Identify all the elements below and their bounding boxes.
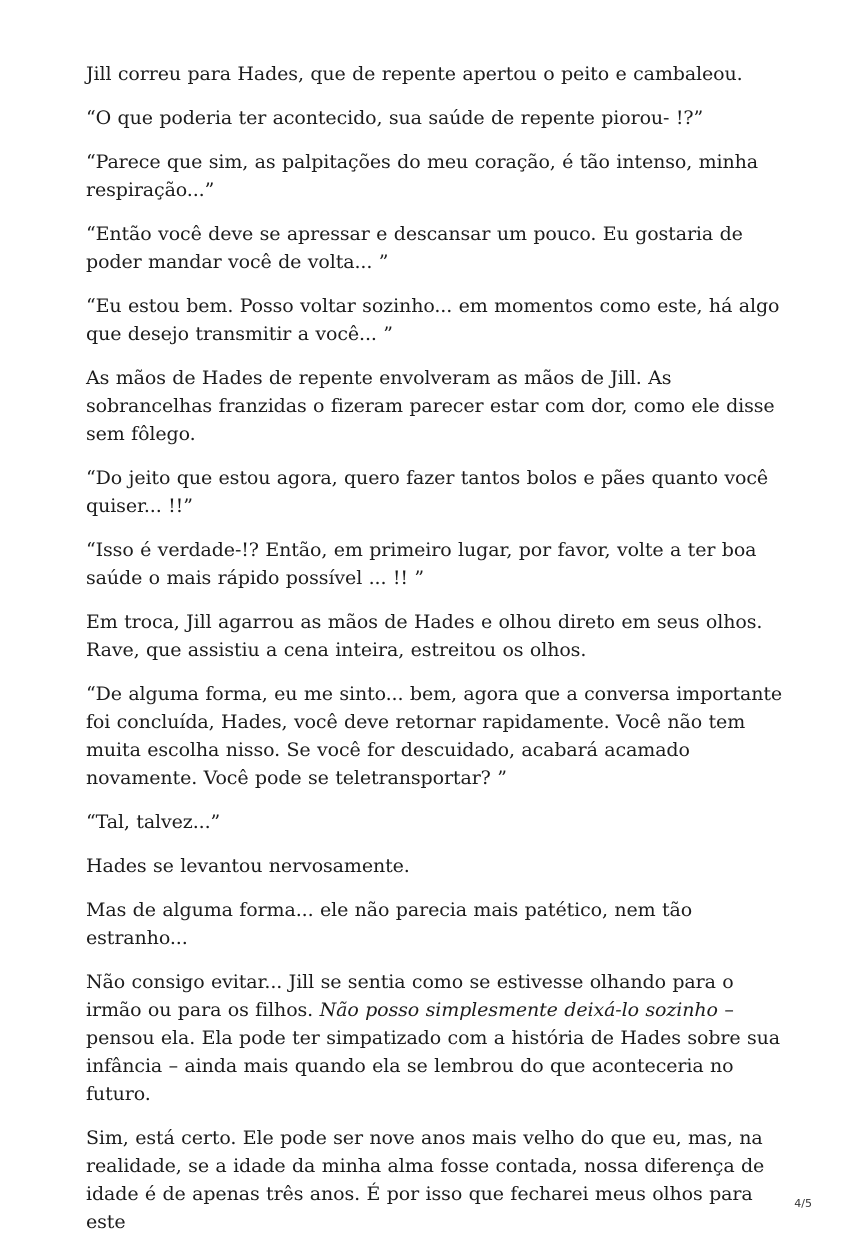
- page-number: 4/5: [794, 1197, 812, 1210]
- paragraph-14: [86, 968, 786, 1108]
- paragraph-4: “Então você deve se apressar e descansar um pouco. Eu gostaria de poder mandar você de volta... ”: [86, 223, 743, 273]
- paragraph-9: Em troca, Jill agarrou as mãos de Hades e olhou direto em seus olhos. Rave, que assistiu a cena inteira, estreitou os olhos.: [86, 611, 763, 661]
- paragraph-11: “Tal, talvez...”: [86, 811, 221, 833]
- paragraph-14-text-before: Não consigo evitar... Jill se sentia como se estivesse olhando para o irmão ou para os filhos.: [86, 971, 734, 1021]
- paragraph-10: “De alguma forma, eu me sinto... bem, agora que a conversa importante foi concluída, Hades, você deve retornar rapidamente. Você não tem muita escolha nisso. Se você for descuidado, acabará acamado novamente. Você pode se teletransportar? ”: [86, 683, 783, 789]
- paragraph-5: “Eu estou bem. Posso voltar sozinho... em momentos como este, há algo que desejo transmitir a você... ”: [86, 295, 780, 345]
- paragraph-7: “Do jeito que estou agora, quero fazer tantos bolos e pães quanto você quiser... !!”: [86, 467, 769, 517]
- paragraph-12: Hades se levantou nervosamente.: [86, 855, 410, 877]
- document-page: [86, 60, 786, 1252]
- paragraph-14-italic-thought: Não posso simplesmente deixá-lo sozinho: [319, 999, 718, 1021]
- paragraph-15-italic: Sim, está certo. Ele pode ser nove anos mais velho do que eu, mas, na realidade, se a idade da minha alma fosse contada, nossa diferença de idade é de apenas três anos. É por isso que fecharei meus olhos para este: [86, 1127, 765, 1233]
- paragraph-14-text-after: – pensou ela. Ela pode ter simpatizado com a história de Hades sobre sua infância – ainda mais quando ela se lembrou do que aconteceria no futuro.: [86, 999, 780, 1105]
- paragraph-3: “Parece que sim, as palpitações do meu coração, é tão intenso, minha respiração...”: [86, 151, 759, 201]
- paragraph-8: “Isso é verdade-!? Então, em primeiro lugar, por favor, volte a ter boa saúde o mais rápido possível ... !! ”: [86, 539, 757, 589]
- paragraph-6: As mãos de Hades de repente envolveram as mãos de Jill. As sobrancelhas franzidas o fizeram parecer estar com dor, como ele disse sem fôlego.: [86, 367, 775, 445]
- paragraph-2: “O que poderia ter acontecido, sua saúde de repente piorou- !?”: [86, 107, 704, 129]
- paragraph-1: Jill correu para Hades, que de repente apertou o peito e cambaleou.: [86, 63, 743, 85]
- paragraph-13: Mas de alguma forma... ele não parecia mais patético, nem tão estranho...: [86, 899, 693, 949]
